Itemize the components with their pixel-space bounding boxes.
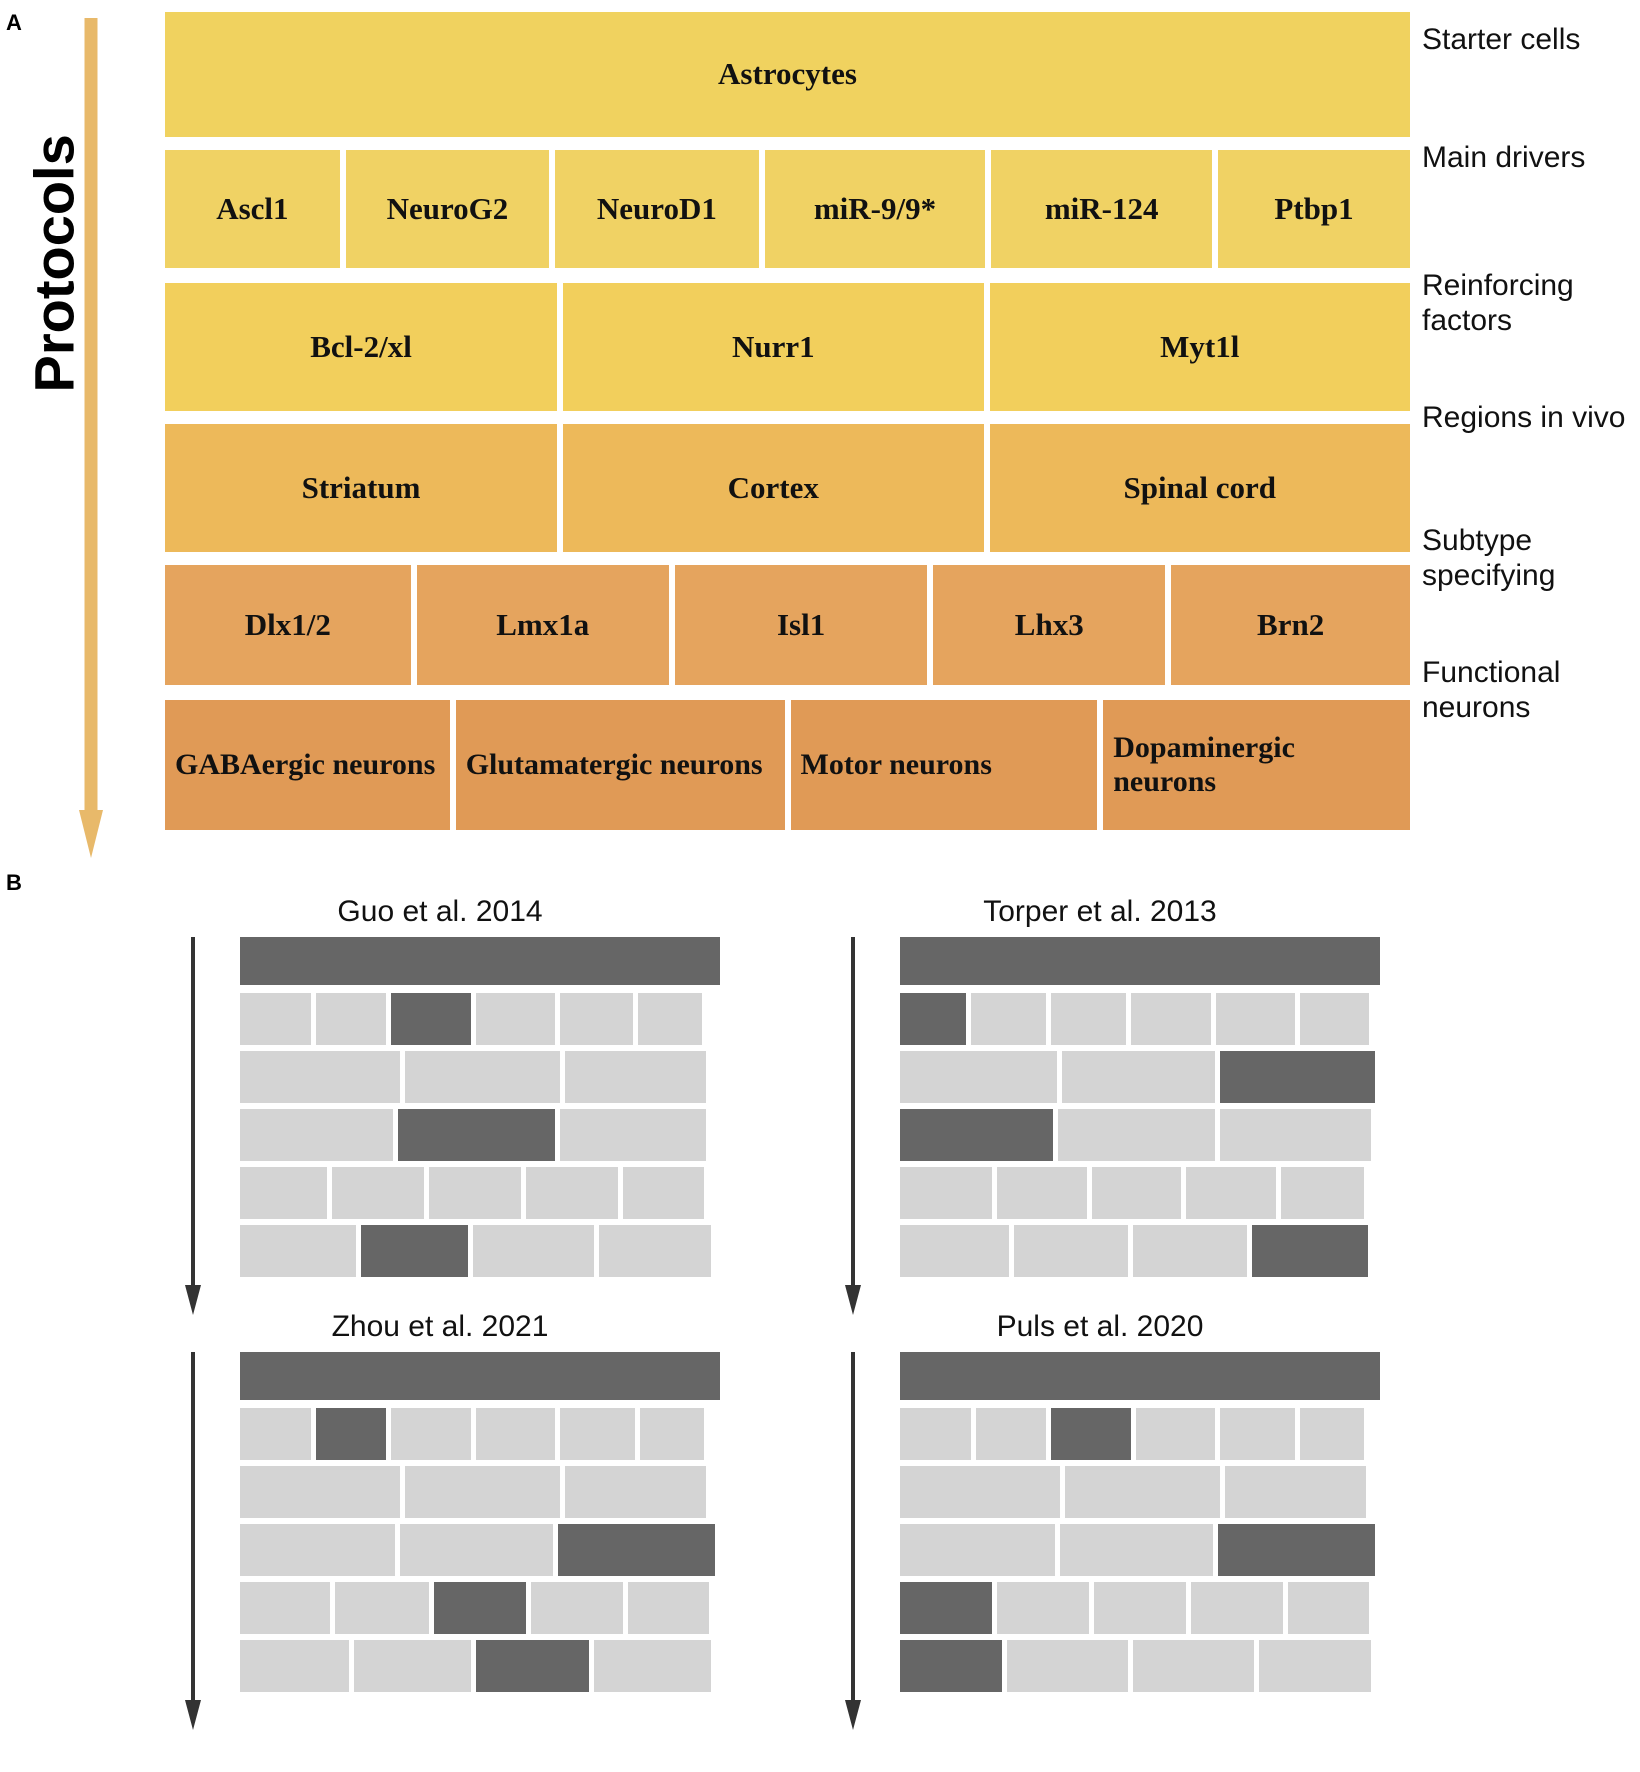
- protocol-cell[interactable]: Bcl-2/xl: [165, 283, 557, 411]
- protocol-example-grid: [240, 937, 720, 1283]
- protocol-cell[interactable]: [429, 1167, 521, 1219]
- protocol-cell[interactable]: [565, 1466, 706, 1518]
- protocol-cell[interactable]: Ascl1: [165, 150, 340, 268]
- protocol-cell[interactable]: miR-124: [991, 150, 1212, 268]
- protocol-example-grid: [900, 937, 1380, 1283]
- protocol-cell[interactable]: [335, 1582, 429, 1634]
- protocol-cell[interactable]: [354, 1640, 470, 1692]
- protocol-cell[interactable]: [1225, 1466, 1366, 1518]
- protocol-cell[interactable]: Nurr1: [563, 283, 983, 411]
- protocol-example-row: [900, 1466, 1380, 1518]
- protocol-cell[interactable]: [1133, 1640, 1254, 1692]
- protocol-cell[interactable]: [900, 1524, 1055, 1576]
- protocol-example-row: [240, 1109, 720, 1161]
- protocol-cell[interactable]: [560, 1109, 706, 1161]
- protocol-cell[interactable]: [1014, 1225, 1128, 1277]
- protocol-cell[interactable]: [1094, 1582, 1186, 1634]
- protocol-example-row: [240, 1466, 720, 1518]
- protocol-cell[interactable]: [240, 1466, 400, 1518]
- protocol-cell[interactable]: Myt1l: [990, 283, 1410, 411]
- protocol-row: [165, 565, 1410, 685]
- protocol-example-row: [900, 1352, 1380, 1400]
- protocol-cell[interactable]: [1288, 1582, 1369, 1634]
- protocol-cell[interactable]: [594, 1640, 710, 1692]
- protocol-cell[interactable]: [240, 1167, 327, 1219]
- protocol-cell[interactable]: [240, 1408, 311, 1460]
- protocol-cell-starter[interactable]: [240, 1352, 720, 1400]
- protocol-example-row: [240, 1225, 720, 1277]
- protocol-cell[interactable]: [400, 1524, 553, 1576]
- protocol-cell[interactable]: [332, 1167, 424, 1219]
- protocol-cell[interactable]: [1220, 1109, 1370, 1161]
- protocol-cell[interactable]: miR-9/9*: [765, 150, 986, 268]
- protocol-cell[interactable]: [1058, 1109, 1215, 1161]
- protocol-cell[interactable]: [240, 993, 311, 1045]
- protocol-cell-selected[interactable]: [900, 1640, 1002, 1692]
- protocol-stage-label: Reinforcing factors: [1422, 269, 1574, 338]
- protocol-cell[interactable]: Dlx1/2: [165, 565, 411, 685]
- protocol-cell[interactable]: Isl1: [675, 565, 927, 685]
- protocol-row: [165, 700, 1410, 830]
- protocol-example-row: [240, 993, 720, 1045]
- protocol-example-row: [900, 1408, 1380, 1460]
- protocol-cell[interactable]: [628, 1582, 709, 1634]
- protocol-cell[interactable]: [240, 1640, 349, 1692]
- protocol-cell[interactable]: [997, 1167, 1087, 1219]
- protocol-cell[interactable]: Lhx3: [933, 565, 1165, 685]
- protocol-example-row: [240, 1582, 720, 1634]
- protocol-cell[interactable]: [976, 1408, 1047, 1460]
- protocol-cell[interactable]: [1259, 1640, 1371, 1692]
- protocol-stage-label: Subtype specifying: [1422, 524, 1556, 593]
- protocol-example-row: [900, 1640, 1380, 1692]
- protocol-cell[interactable]: [640, 1408, 704, 1460]
- protocol-cell[interactable]: NeuroD1: [555, 150, 758, 268]
- protocol-example-grid: [900, 1352, 1380, 1698]
- protocol-cell[interactable]: [1133, 1225, 1247, 1277]
- protocol-cell[interactable]: [405, 1466, 560, 1518]
- protocol-cell[interactable]: [623, 1167, 704, 1219]
- protocol-example: [80, 895, 720, 1315]
- protocol-example-row: [240, 1524, 720, 1576]
- protocol-cell[interactable]: [473, 1225, 594, 1277]
- protocol-stage-label: Regions in vivo: [1422, 401, 1626, 434]
- protocol-row: [165, 150, 1410, 268]
- protocol-cell[interactable]: [1186, 1167, 1276, 1219]
- protocol-cell[interactable]: [565, 1051, 706, 1103]
- protocol-cell-selected[interactable]: [1252, 1225, 1368, 1277]
- protocol-example-row: [240, 937, 720, 985]
- protocol-cell[interactable]: [1136, 1408, 1216, 1460]
- panel-b: [0, 870, 1640, 1772]
- protocol-cell[interactable]: [1051, 993, 1126, 1045]
- protocol-example-row: [240, 1051, 720, 1103]
- protocol-cell[interactable]: [1281, 1167, 1364, 1219]
- protocol-cell-selected[interactable]: [476, 1640, 590, 1692]
- protocols-axis-label: Protocols: [22, 134, 86, 393]
- protocol-cell-selected[interactable]: [900, 1582, 992, 1634]
- protocol-cell[interactable]: Dopaminergic neurons: [1103, 700, 1410, 830]
- protocol-cell[interactable]: [1007, 1640, 1128, 1692]
- protocol-cell[interactable]: NeuroG2: [346, 150, 549, 268]
- protocol-cell[interactable]: [599, 1225, 711, 1277]
- protocol-cell[interactable]: [476, 1408, 556, 1460]
- protocol-cell-starter[interactable]: [900, 937, 1380, 985]
- protocol-stage-label: Main drivers: [1422, 141, 1586, 174]
- protocol-example-title: Zhou et al. 2021: [331, 1310, 549, 1343]
- protocol-cell[interactable]: [1216, 993, 1296, 1045]
- protocol-example-title: Torper et al. 2013: [983, 895, 1217, 928]
- panel-b-letter: B: [6, 870, 22, 895]
- protocol-cell[interactable]: Cortex: [563, 424, 983, 552]
- protocol-cell[interactable]: [240, 1051, 400, 1103]
- protocol-cell[interactable]: Spinal cord: [990, 424, 1410, 552]
- protocol-cell[interactable]: Motor neurons: [791, 700, 1098, 830]
- protocol-cell[interactable]: [1060, 1524, 1213, 1576]
- protocol-example-row: [900, 1051, 1380, 1103]
- protocol-cell[interactable]: [560, 993, 633, 1045]
- protocol-cell[interactable]: [316, 993, 387, 1045]
- protocol-example-title: Puls et al. 2020: [996, 1310, 1204, 1343]
- protocol-cell[interactable]: [1220, 1408, 1295, 1460]
- protocol-example-row: [240, 1352, 720, 1400]
- protocol-example: [740, 1310, 1380, 1730]
- protocol-cell[interactable]: [560, 1408, 635, 1460]
- protocol-example-title: Guo et al. 2014: [337, 895, 543, 928]
- protocol-cell[interactable]: [1191, 1582, 1283, 1634]
- protocol-cell[interactable]: [405, 1051, 560, 1103]
- protocols-down-arrow-icon: [78, 18, 104, 858]
- protocol-cell[interactable]: Lmx1a: [417, 565, 669, 685]
- protocol-example-grid: [240, 1352, 720, 1698]
- protocol-example-row: [900, 1225, 1380, 1277]
- protocol-cell[interactable]: [1065, 1466, 1220, 1518]
- protocol-cell[interactable]: [240, 1582, 330, 1634]
- protocol-down-arrow-icon: [182, 1352, 204, 1730]
- panel-a-letter: A: [6, 10, 22, 35]
- protocol-example-row: [900, 1167, 1380, 1219]
- protocol-cell-selected[interactable]: [361, 1225, 468, 1277]
- protocol-cell[interactable]: [900, 1225, 1009, 1277]
- protocol-cell[interactable]: [1300, 993, 1368, 1045]
- protocol-cell-selected[interactable]: [434, 1582, 526, 1634]
- protocol-cell-selected[interactable]: [900, 1109, 1053, 1161]
- protocol-example-row: [240, 1408, 720, 1460]
- protocol-cell[interactable]: Striatum: [165, 424, 557, 552]
- protocol-row: [165, 283, 1410, 411]
- protocol-cell[interactable]: [900, 1466, 1060, 1518]
- protocol-cell[interactable]: [1131, 993, 1211, 1045]
- protocol-cell[interactable]: Astrocytes: [165, 12, 1410, 137]
- protocol-cell-starter[interactable]: [240, 937, 720, 985]
- protocol-cell[interactable]: [240, 1524, 395, 1576]
- protocol-down-arrow-icon: [182, 937, 204, 1315]
- protocol-cell[interactable]: [900, 1167, 992, 1219]
- protocol-down-arrow-icon: [842, 1352, 864, 1730]
- protocol-cell[interactable]: [526, 1167, 618, 1219]
- protocol-stage-label: Functional neurons: [1422, 656, 1561, 725]
- protocol-stage-label: Starter cells: [1422, 23, 1581, 56]
- protocol-cell-selected[interactable]: [558, 1524, 715, 1576]
- protocol-cell[interactable]: [900, 1051, 1057, 1103]
- panel-a: [0, 0, 1640, 880]
- protocol-row: [165, 12, 1410, 137]
- protocol-example-row: [900, 1524, 1380, 1576]
- protocol-cell[interactable]: [1062, 1051, 1215, 1103]
- protocol-cell[interactable]: [240, 1109, 393, 1161]
- protocol-cell-selected[interactable]: [398, 1109, 555, 1161]
- protocol-cell[interactable]: [997, 1582, 1089, 1634]
- protocol-cell[interactable]: Brn2: [1171, 565, 1410, 685]
- protocol-cell[interactable]: [240, 1225, 356, 1277]
- protocol-example-row: [900, 937, 1380, 985]
- protocol-cell[interactable]: [638, 993, 702, 1045]
- protocol-cell-starter[interactable]: [900, 1352, 1380, 1400]
- protocol-cell-selected[interactable]: [1051, 1408, 1131, 1460]
- protocol-cell[interactable]: [971, 993, 1046, 1045]
- protocol-example-row: [900, 1109, 1380, 1161]
- protocol-example: [740, 895, 1380, 1315]
- protocol-example-row: [240, 1167, 720, 1219]
- protocol-cell[interactable]: Ptbp1: [1218, 150, 1410, 268]
- protocol-cell[interactable]: [1300, 1408, 1364, 1460]
- protocol-example-row: [900, 993, 1380, 1045]
- protocol-cell[interactable]: [391, 1408, 471, 1460]
- protocol-cell-selected[interactable]: [1220, 1051, 1375, 1103]
- protocol-cell-selected[interactable]: [316, 1408, 387, 1460]
- protocol-cell[interactable]: [1092, 1167, 1182, 1219]
- protocol-example-row: [240, 1640, 720, 1692]
- protocol-cell[interactable]: [900, 1408, 971, 1460]
- protocol-down-arrow-icon: [842, 937, 864, 1315]
- protocol-example-row: [900, 1582, 1380, 1634]
- protocol-cell[interactable]: Glutamatergic neurons: [456, 700, 785, 830]
- protocol-cell[interactable]: [531, 1582, 623, 1634]
- protocol-example: [80, 1310, 720, 1730]
- protocol-cell-selected[interactable]: [391, 993, 471, 1045]
- protocol-row: [165, 424, 1410, 552]
- protocol-cell-selected[interactable]: [900, 993, 966, 1045]
- protocol-cell-selected[interactable]: [1218, 1524, 1375, 1576]
- protocol-cell[interactable]: [476, 993, 556, 1045]
- protocol-cell[interactable]: GABAergic neurons: [165, 700, 450, 830]
